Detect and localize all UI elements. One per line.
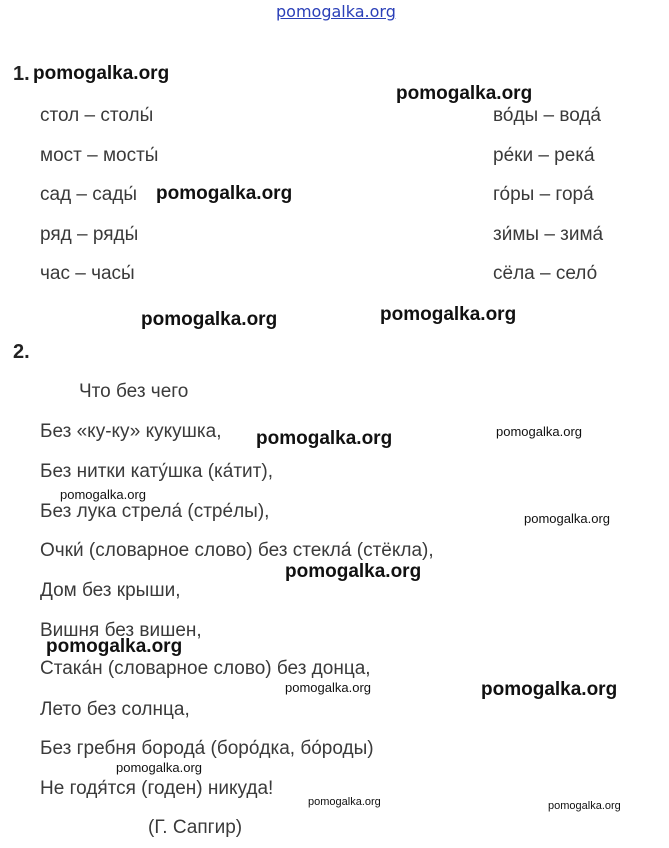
- watermark: pomogalka.org: [481, 679, 618, 700]
- poem-line: Дом без крыши,: [40, 580, 181, 601]
- poem-line: Без гребня борода́ (боро́дка, бо́роды): [40, 738, 374, 759]
- watermark: pomogalka.org: [46, 636, 183, 657]
- task1-left-pair: мост – мосты́: [40, 145, 159, 166]
- task1-left-pair: сад – сады́: [40, 184, 138, 205]
- watermark: pomogalka.org: [308, 796, 381, 808]
- task1-right-pair: сёла – село́: [493, 263, 598, 284]
- task1-number: 1.: [13, 63, 30, 85]
- poem-line: Лето без солнца,: [40, 699, 190, 720]
- task1-right-pair: ре́ки – река́: [493, 145, 595, 166]
- watermark: pomogalka.org: [548, 800, 621, 812]
- watermark: pomogalka.org: [380, 304, 517, 325]
- watermark: pomogalka.org: [141, 309, 278, 330]
- watermark: pomogalka.org: [33, 63, 170, 84]
- watermark: pomogalka.org: [524, 511, 610, 526]
- watermark: pomogalka.org: [116, 760, 202, 775]
- poem-line: Без лука стрела́ (стре́лы),: [40, 501, 270, 522]
- poem-title: Что без чего: [79, 381, 189, 402]
- watermark: pomogalka.org: [60, 487, 146, 502]
- poem-line: Стака́н (словарное слово) без донца,: [40, 658, 371, 679]
- task1-left-pair: ряд – ряды́: [40, 224, 139, 245]
- watermark: pomogalka.org: [156, 183, 293, 204]
- task2-number: 2.: [13, 341, 30, 363]
- poem-line: Очки́ (словарное слово) без стекла́ (стёкла),: [40, 540, 434, 561]
- task1-left-pair: час – часы́: [40, 263, 135, 284]
- task1-right-pair: во́ды – вода́: [493, 105, 601, 126]
- poem-line: Без «ку-ку» кукушка,: [40, 421, 222, 442]
- watermark: pomogalka.org: [256, 428, 393, 449]
- watermark: pomogalka.org: [285, 680, 371, 695]
- watermark: pomogalka.org: [396, 83, 533, 104]
- task1-right-pair: го́ры – гора́: [493, 184, 594, 205]
- watermark: pomogalka.org: [285, 561, 422, 582]
- watermark-top: pomogalka.org: [276, 2, 396, 21]
- poem-line: Не годя́тся (годен) никуда!: [40, 778, 274, 799]
- poem-author: (Г. Сапгир): [148, 817, 243, 838]
- task1-right-pair: зи́мы – зима́: [493, 224, 604, 245]
- poem-line: Вишня без вишен,: [40, 620, 202, 641]
- task1-left-pair: стол – столы́: [40, 105, 154, 126]
- watermark: pomogalka.org: [496, 424, 582, 439]
- poem-line: Без нитки кату́шка (ка́тит),: [40, 461, 273, 482]
